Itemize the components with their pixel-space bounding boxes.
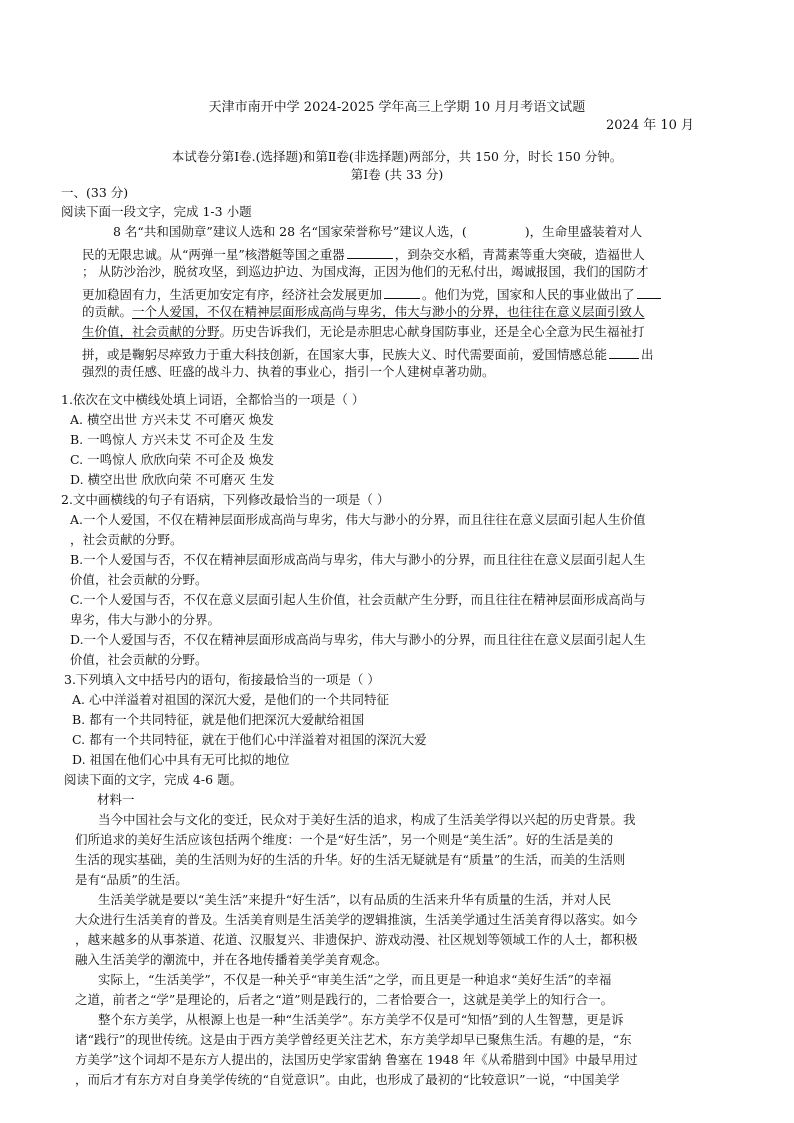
passage-line: 融入生活美学的潮流中，并在各地传播着美学美育观念。 [75,952,388,967]
fill-blank [609,346,639,359]
answer-option: A. 横空出世 方兴未艾 不可磨灭 焕发 [70,412,274,427]
passage-line: 实际上，“生活美学”，不仅是一种关乎“审美生活”之学，而且更是一种追求“美好生活”的幸福 [98,972,612,987]
exam-intro: 本试卷分第Ⅰ卷.(选择题)和第Ⅱ卷(非选择题)两部分，共 150 分，时长 150 分钟。 [171,149,623,164]
passage-line: 的贡献。一个人爱国，不仅在精神层面形成高尚与卑劣，伟大与渺小的分界，也往往在意义层面引致人 [82,304,645,319]
answer-option: D. 祖国在他们心中具有无可比拟的地位 [72,752,290,767]
passage-line: 生价值，社会贡献的分野。历史告诉我们，无论是赤胆忠心献身国防事业，还是全心全意为民生福祉打 [82,324,645,339]
answer-option: B. 都有一个共同特征，就是他们把深沉大爱献给祖国 [72,712,365,727]
answer-option: C. 都有一个共同特征，就在于他们心中洋溢着对祖国的深沉大爱 [72,732,427,747]
question-stem: 1.依次在文中横线处填上词语，全都恰当的一项是（ ） [61,392,365,407]
answer-option-line: A.一个人爱国，不仅在精神层面形成高尚与卑劣，伟大与渺小的分界，而且往往在意义层面引起人生价值 [70,512,646,527]
section-heading: 一、(33 分) [61,185,129,200]
passage-line: 民的无限忠诚。从“两弹一星”核潜艇等国之重器 ，到杂交水稻，青蒿素等重大突破，造福世人 [82,247,645,262]
answer-option-line: D.一个人爱国与否，不仅在精神层面形成高尚与卑劣，伟大与渺小的分界，而且往往在意义层面引起人生 [70,632,647,647]
question-stem: 3.下列填入文中括号内的语句，衔接最恰当的一项是（ ） [64,672,380,687]
answer-option-line: C.一个人爱国与否，不仅在意义层面引起人生价值，社会贡献产生分野，而且往往在精神层面形成高尚与 [70,592,646,607]
passage-line: 生活的现实基础，美的生活则为好的生活的升华。好的生活无疑就是有“质量”的生活，而美的生活则 [75,852,626,867]
exam-date: 2024 年 10 月 [606,118,695,133]
fill-blank [347,246,393,259]
answer-option-line: 价值，社会贡献的分野。 [70,652,208,667]
answer-option-line: ，社会贡献的分野。 [70,532,183,547]
underlined-sentence: 一个人爱国，不仅在精神层面形成高尚与卑劣，伟大与渺小的分界，也往往在意义层面引致人 [132,304,645,319]
fill-blank [384,286,420,299]
passage-line: 当今中国社会与文化的变迁，民众对于美好生活的追求，构成了生活美学得以兴起的历史背景。我 [98,812,636,827]
passage-line: 8 名“共和国勋章”建议人选和 28 名“国家荣誉称号”建议人选，( )，生命里盛装着对人 [113,224,643,239]
passage-line: 之道，前者之“学”是理论的，后者之“道”则是践行的，二者恰要合一，这就是美学上的知行合一。 [75,992,614,1007]
material-label: 材料一 [97,792,135,807]
answer-option-line: 卑劣，伟大与渺小的分界。 [70,612,221,627]
passage-line: 们所追求的美好生活应该包括两个维度：一个是“好生活”，另一个则是“美生活”。好的生活是美的 [75,832,614,847]
passage-line: 拼，或是鞠躬尽瘁致力于重大科技创新，在国家大事，民族大义、时代需要面前，爱国情感总能 出 [82,347,654,362]
answer-option-line: 价值，社会贡献的分野。 [70,572,208,587]
passage-line: 更加稳固有力，生活更加安定有序，经济社会发展更加 。他们为党，国家和人民的事业做出了 [82,286,663,302]
answer-option-line: B.一个人爱国与否，不仅在精神层面形成高尚与卑劣，伟大与渺小的分界，而且往往在意义层面引起人生 [70,552,646,567]
underlined-sentence: 生价值，社会贡献的分野 [82,324,220,339]
answer-option: D. 横空出世 欣欣向荣 不可磨灭 生发 [70,472,275,487]
passage-line: 方美学”这个词却不是东方人提出的，法国历史学家雷納 鲁塞在 1948 年《从希腊到中国》中最早用过 [75,1052,638,1067]
passage-line: 整个东方美学，从根源上也是一种“生活美学”。东方美学不仅是可“知悟”到的人生智慧，更是诉 [98,1012,624,1027]
passage-line: ，越来越多的从事茶道、花道、汉服复兴、非遗保护、游戏动漫、社区规划等领域工作的人士，都积极 [75,932,638,947]
answer-option: A. 心中洋溢着对祖国的深沉大爱，是他们的一个共同特征 [72,692,389,707]
passage-line: ； 从防沙治沙，脱贫攻坚，到巡边护边、为国戍海，正因为他们的无私付出，竭诚报国，我们的国防才 [82,264,649,279]
volume-heading: 第Ⅰ卷 (共 33 分) [350,167,444,182]
question-stem: 2.文中画横线的句子有语病，下列修改最恰当的一项是（ ） [61,492,390,507]
passage-line: 诸“践行”的现世传统。这是由于西方美学曾经更关注艺术，东方美学却早已聚焦生活。有趣的是，“东 [75,1032,632,1047]
section-instruction: 阅读下面一段文字，完成 1-3 小题 [61,204,252,219]
fill-blank [637,286,661,299]
answer-option: C. 一鸣惊人 欣欣向荣 不可企及 焕发 [70,452,274,467]
passage-line: 强烈的责任感、旺盛的战斗力、执着的事业心，指引一个人建树卓著功勋。 [82,364,495,379]
passage-line: 是有“品质”的生活。 [75,872,188,887]
section-instruction: 阅读下面的文字，完成 4-6 题。 [64,772,243,787]
passage-line: ，而后才有东方对自身美学传统的“自觉意识”。由此，也形成了最初的“比较意识”一说，“中国美学 [75,1072,620,1087]
passage-line: 生活美学就是要以“美生活”来提升“好生活”，以有品质的生活来升华有质量的生活，并对人民 [98,892,612,907]
exam-title: 天津市南开中学 2024-2025 学年高三上学期 10 月月考语文试题 [208,100,586,115]
answer-option: B. 一鸣惊人 方兴未艾 不可企及 生发 [70,432,275,447]
passage-line: 大众进行生活美育的普及。生活美育则是生活美学的逻辑推演，生活美学通过生活美育得以落实。如今 [75,912,638,927]
